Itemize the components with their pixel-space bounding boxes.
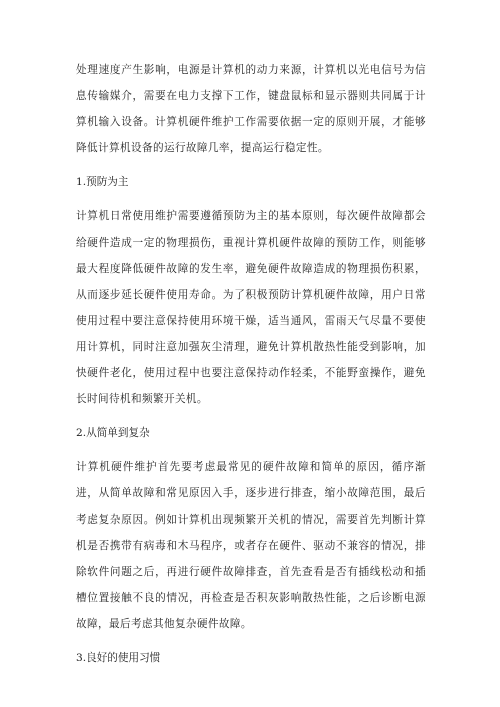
section-heading-simple-to-complex: 2.从简单到复杂 bbox=[76, 427, 150, 440]
paragraph-intro: 处理速度产生影响，电源是计算机的动力来源，计算机以光电信号为信息传输媒介，需要在电力支撑下工作，键盘鼠标和显示器则共同属于计算机输入设备。计算机硬件维护工作需要依据一定的原则开展，才能够降低计算机设备的运行故障几率，提高运行稳定性。 bbox=[76, 64, 426, 155]
section-heading-good-habits: 3.良好的使用习惯 bbox=[76, 651, 161, 664]
section-heading-prevention: 1.预防为主 bbox=[76, 176, 129, 189]
paragraph-simple-to-complex: 计算机硬件维护首先要考虑最常见的硬件故障和简单的原因，循序渐进，从简单故障和常见原因入手，逐步进行排查，缩小故障范围，最后考虑复杂原因。例如计算机出现频繁开关机的情况，需要首先判断计算机是否携带有病毒和木马程序，或者存在硬件、驱动不兼容的情况，排除软件问题之后，再进行硬件故障排查，首先查看是否有插线松动和插槽位置接触不良的情况，再检查是否积灰影响散热性能，之后诊断电源故障，最后考虑其他复杂硬件故障。 bbox=[76, 461, 426, 630]
document-page bbox=[76, 57, 426, 671]
paragraph-prevention: 计算机日常使用维护需要遵循预防为主的基本原则，每次硬件故障都会给硬件造成一定的物理损伤，重视计算机硬件故障的预防工作，则能够最大程度降低硬件故障的发生率，避免硬件故障造成的物理损伤积累，从而逐步延长硬件使用寿命。为了积极预防计算机硬件故障，用户日常使用过程中要注意保持使用环境干燥，适当通风，雷雨天气尽量不要使用计算机，同时注意加强灰尘清理，避免计算机散热性能受到影响，加快硬件老化，使用过程中也要注意保持动作轻柔，不能野蛮操作，避免长时间待机和频繁开关机。 bbox=[76, 210, 426, 406]
